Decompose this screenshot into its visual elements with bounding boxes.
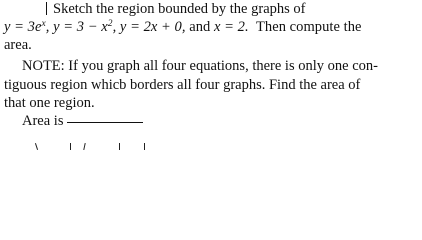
problem-instruction-start: Sketch the region bounded by the graphs of: [53, 1, 306, 17]
text-cursor-mark: [46, 2, 47, 15]
equation-parabola: , $y = 3 - x^2$: [45, 19, 113, 35]
cropped-text-fragments: [26, 143, 166, 150]
note-line-2: tiguous region whicb borders all four graphs. Find the area of: [4, 77, 361, 93]
equation-vertical-line: x = 2.: [214, 19, 249, 35]
instruction-continuation: Then compute the: [256, 19, 362, 35]
cropped-mark: [70, 143, 71, 150]
cropped-mark: [35, 143, 38, 150]
cropped-mark: [119, 143, 120, 150]
cropped-mark: [83, 143, 85, 150]
problem-line-1: [46, 1, 305, 18]
note-line-1: NOTE: If you graph all four equations, there is only one con-: [22, 58, 378, 74]
problem-line-3: [4, 37, 32, 54]
equation-exponential: $y = 3e^x$: [4, 19, 46, 35]
note-line-3: that one region.: [4, 95, 95, 111]
and-word: and: [189, 19, 211, 35]
problem-line-2: [4, 19, 362, 36]
answer-row: [22, 113, 143, 130]
equation-line: , y = 2x + 0,: [112, 19, 186, 35]
answer-blank-line[interactable]: [67, 122, 143, 123]
cropped-mark: [144, 143, 145, 150]
answer-label: Area is: [22, 113, 64, 129]
area-word: area.: [4, 37, 32, 53]
